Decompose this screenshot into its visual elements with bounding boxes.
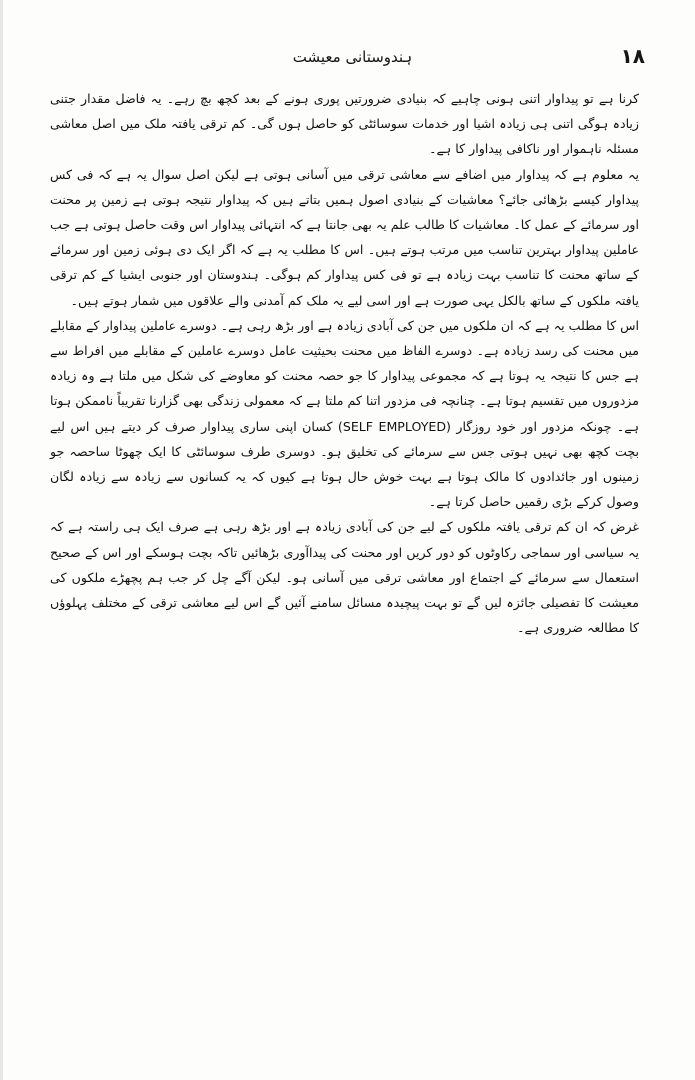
page-edge-shadow [0,0,3,1080]
paragraph-1: کرنا ہے تو پیداوار اتنی ہونی چاہیے کہ بنیادی ضرورتیں پوری ہونے کے بعد کچھ بچ رہے۔ یہ فاضل مقدار جتنی زیادہ ہوگی اتنی ہی زیادہ اشیا اور خدمات سوسائٹی کو حاصل ہوں گی۔ کم ترقی یافتہ ملک میں اصل معاشی مسئلہ ناہموار اور ناکافی پیداوار کا ہے۔ [50,91,639,157]
body-text [50,86,639,640]
paragraph-3: اس کا مطلب یہ ہے کہ ان ملکوں میں جن کی آبادی زیادہ ہے اور بڑھ رہی ہے۔ دوسرے عاملین پیداوار کے مقابلے میں محنت کی رسد زیادہ ہے۔ دوسرے الفاظ میں محنت بحیثیت عامل دوسرے عاملین کے مقابلے میں افراط سے ہے جس کا نتیجہ یہ ہوتا ہے کہ مجموعی پیداوار کا جو حصہ محنت کو معاوضے کی شکل میں ملتا ہے وہ زیادہ مزدوروں میں تقسیم ہوتا ہے۔ چنانچہ فی مزدور اتنا کم ملتا ہے کہ معمولی زندگی بھی گزارنا تقریباً ناممکن ہوتا ہے۔ چونکہ مزدور اور خود روزگار (SELF EMPLOYED) کسان اپنی ساری پیداوار صرف کر دیتے ہیں اس لیے بچت کچھ بھی نہیں ہوتی جس سے سرمائے کی تخلیق ہو۔ دوسری طرف سوسائٹی کا ایک چھوٹا ساحصہ جو زمینوں اور جائدادوں کا مالک ہوتا ہے بہت خوش حال ہوتا ہے کیوں کہ یہ کسانوں سے زیادہ سے زیادہ لگان وصول کرکے بڑی رقمیں حاصل کرتا ہے۔ [50,317,639,510]
paragraph-2: یہ معلوم ہے کہ پیداوار میں اضافے سے معاشی ترقی میں آسانی ہوتی ہے لیکن اصل سوال یہ ہے کہ فی کس پیداوار کیسے بڑھائی جائے؟ معاشیات کے بنیادی اصول ہمیں بتاتے ہیں کہ پیداوار نتیجہ ہوتی ہے زمین پر محنت اور سرمائے کے عمل کا۔ معاشیات کا طالب علم یہ بھی جانتا ہے کہ انتہائی پیداوار اس وقت حاصل ہوتی ہے جب عاملین پیداوار بہترین تناسب میں مرتب ہوتے ہیں۔ اس کا مطلب یہ ہے کہ اگر ایک دی ہوئی زمین اور سرمائے کے ساتھ محنت کا تناسب بہت زیادہ ہے تو فی کس پیداوار کم ہوگی۔ ہندوستان اور جنوبی ایشیا کے کم ترقی یافتہ ملکوں کے ساتھ بالکل یہی صورت ہے اور اسی لیے یہ ملک کم آمدنی والے علاقوں میں شمار ہوتے ہیں۔ [50,166,639,308]
running-title: ہندوستانی معیشت [292,48,413,66]
page-header [60,44,645,76]
paragraph-4: غرض کہ ان کم ترقی یافتہ ملکوں کے لیے جن کی آبادی زیادہ ہے اور بڑھ رہی ہے صرف ایک ہی راستہ ہے کہ یہ سیاسی اور سماجی رکاوٹوں کو دور کریں اور محنت کی پیداآوری بڑھائیں تاکہ بچت ہوسکے اور اس کے صحیح استعمال سے سرمائے کے اجتماع اور معاشی ترقی میں آسانی ہو۔ لیکن آگے چل کر جب ہم پچھڑے ملکوں کی معیشت کا تفصیلی جائزہ لیں گے تو بہت پیچیدہ مسائل سامنے آئیں گے اس لیے معاشی ترقی کے مختلف پہلوؤں کا مطالعہ ضروری ہے۔ [50,519,639,636]
page-number: ۱۸ [620,44,645,68]
